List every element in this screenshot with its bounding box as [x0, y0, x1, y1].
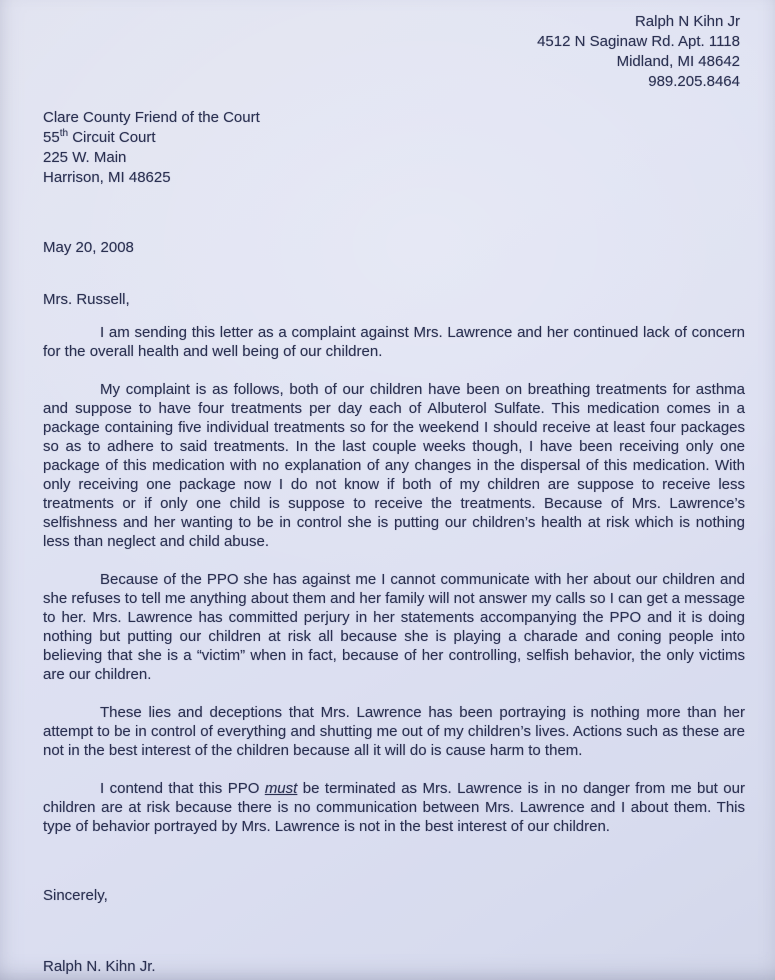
- court-number: 55: [43, 129, 60, 146]
- signature-name: Ralph N. Kihn Jr.: [43, 958, 156, 975]
- paragraph-5-end: be terminated as Mrs. Lawrence is in no danger from me but our children are at risk because there is no communication between Mrs. Lawrence and I about them. This type of behavior portrayed by Mrs. Lawrence is not in the best interest of our children.: [43, 780, 745, 835]
- recipient-court-line: [43, 128, 745, 148]
- paragraph-4: These lies and deceptions that Mrs. Lawrence has been portraying is nothing more than her attempt to be in control of everything and shutting me out of my children’s lives. Actions such as these are not in the best interest of the children because all it will do is cause harm to them.: [43, 704, 745, 759]
- closing: Sincerely,: [43, 887, 108, 904]
- paragraph-3: Because of the PPO she has against me I cannot communicate with her about our children and she refuses to tell me anything about them and her family will not answer my calls so I can get a message to her. Mrs. Lawrence has committed perjury in her statements accompanying the PPO and it is doing nothing but putting our children at risk all because she is playing a charade and coning people into believing that she is a “victim” when in fact, because of her controlling, selfish behavior, the only victims are our children.: [43, 571, 745, 683]
- salutation: Mrs. Russell,: [43, 291, 130, 308]
- sender-street: 4512 N Saginaw Rd. Apt. 1118: [537, 33, 740, 50]
- sender-address-block: [43, 12, 745, 92]
- paragraph-5-emphasized-word: must: [264, 780, 298, 797]
- recipient-organization: Clare County Friend of the Court: [43, 109, 260, 126]
- sender-city-state-zip: Midland, MI 48642: [616, 53, 740, 70]
- sender-phone: 989.205.8464: [648, 73, 740, 90]
- court-ordinal: th: [59, 128, 69, 139]
- paragraph-5-start: I contend that this PPO: [100, 780, 265, 797]
- paragraph-1: I am sending this letter as a complaint against Mrs. Lawrence and her continued lack of concern for the overall health and well being of our children.: [43, 324, 745, 360]
- recipient-street: 225 W. Main: [43, 149, 127, 166]
- paragraph-5: [43, 779, 745, 836]
- paragraph-2: My complaint is as follows, both of our children have been on breathing treatments for asthma and suppose to have four treatments per day each of Albuterol Sulfate. This medication comes in a package containing five individual treatments so for the weekend I should receive at least four packages so as to adhere to said treatments. In the last couple weeks though, I have been receiving only one package of this medication with no explanation of any changes in the dispersal of this medication. With only receiving one package now I do not know if both of my children are suppose to receive less treatments or if only one child is suppose to receive the treatments. Because of Mrs. Lawrence’s selfishness and her wanting to be in control she is putting our children’s health at risk which is nothing less than neglect and child abuse.: [43, 381, 745, 550]
- letter-date: May 20, 2008: [43, 239, 134, 256]
- recipient-city-state-zip: Harrison, MI 48625: [43, 169, 171, 186]
- sender-name: Ralph N Kihn Jr: [634, 13, 740, 30]
- recipient-address-block: [43, 108, 745, 188]
- court-name: Circuit Court: [68, 129, 156, 146]
